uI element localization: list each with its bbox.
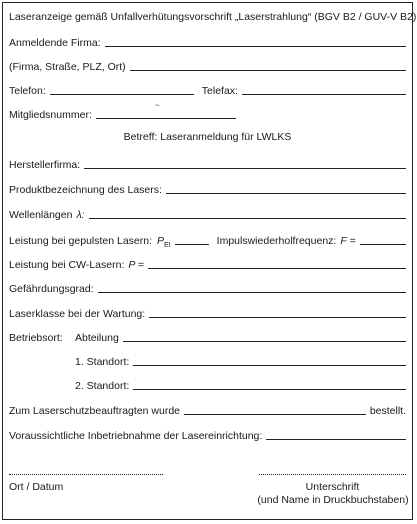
adresse-label: (Firma, Straße, PLZ, Ort) [9,61,126,73]
inbetrieb-field[interactable] [266,439,406,440]
form-title: Laseranzeige gemäß Unfallverhütungsvorschrift „Laserstrahlung“ (BGV B2 / GUV-V B2) [9,11,417,23]
form-title-row [9,9,417,23]
produkt-label: Produktbezeichnung des Lasers: [9,184,162,196]
standort2-row [9,378,406,392]
adresse-field[interactable] [130,70,406,71]
p-symbol: P = [128,259,145,271]
schutz-suffix: bestellt. [369,405,406,417]
telefon-row [9,83,406,97]
unterschrift-line[interactable] [259,474,406,475]
produkt-row [9,182,406,196]
gefahr-field[interactable] [98,292,406,293]
impuls-field[interactable] [360,244,406,245]
schutz-label: Zum Laserschutzbeauftragten wurde [9,405,181,417]
standort1-label: 1. Standort: [75,356,130,368]
gefahr-row [9,281,406,295]
adresse-row [9,59,406,73]
unterschrift-label: Unterschrift [305,481,360,493]
betreff-heading: Betreff: Laseranmeldung für LWLKS [123,131,292,143]
hersteller-row [9,157,406,171]
hersteller-field[interactable] [84,168,406,169]
impuls-label: Impulswiederholfrequenz: [216,235,337,247]
cw-label: Leistung bei CW-Lasern: [9,259,125,271]
scan-artifact: ~ [155,101,160,110]
standort1-row [9,354,406,368]
telefax-label: Telefax: [201,85,238,97]
gepulst-label: Leistung bei gepulsten Lasern: [9,235,153,247]
mitglied-row [9,107,406,121]
schutz-row [9,403,406,417]
cw-row [9,257,406,271]
inbetrieb-label: Voraussichtliche Inbetriebnahme der Lasereinrichtung: [9,430,263,442]
klasse-field[interactable] [149,317,406,318]
ort-datum-line[interactable] [9,474,163,475]
cw-field[interactable] [148,268,406,269]
wellen-row [9,207,406,221]
firma-field[interactable] [105,46,406,47]
f-symbol: F = [340,235,356,247]
firma-label: Anmeldende Firma: [9,37,101,49]
lambda-symbol: λ: [76,209,85,221]
telefax-field[interactable] [242,94,406,95]
klasse-row [9,306,406,320]
standort2-field[interactable] [133,389,406,390]
pe-subscript: EI [164,242,171,249]
standort1-field[interactable] [133,365,406,366]
wellen-label: Wellenlängen [9,209,73,221]
standort2-label: 2. Standort: [75,380,130,392]
firma-row [9,35,406,49]
gepulst-row [9,233,406,247]
pe-field[interactable] [175,244,209,245]
telefon-field[interactable] [50,94,194,95]
mitglied-field[interactable] [96,118,236,119]
wellen-field[interactable] [89,218,406,219]
mitglied-label: Mitgliedsnummer: [9,109,92,121]
schutz-field[interactable] [184,414,366,415]
abteilung-field[interactable] [123,341,406,342]
ort-datum-label: Ort / Datum [9,481,64,493]
name-hint-label: (und Name in Druckbuchstaben) [257,494,409,506]
betriebsort-label: Betriebsort: [9,332,63,344]
produkt-field[interactable] [166,193,406,194]
gefahr-label: Gefährdungsgrad: [9,283,94,295]
laser-registration-form [2,2,417,520]
telefon-label: Telefon: [9,85,46,97]
abteilung-row [9,330,406,344]
inbetrieb-row [9,428,406,442]
hersteller-label: Herstellerfirma: [9,159,81,171]
abteilung-label: Abteilung [75,332,119,344]
pe-symbol: P [157,235,165,247]
klasse-label: Laserklasse bei der Wartung: [9,308,146,320]
